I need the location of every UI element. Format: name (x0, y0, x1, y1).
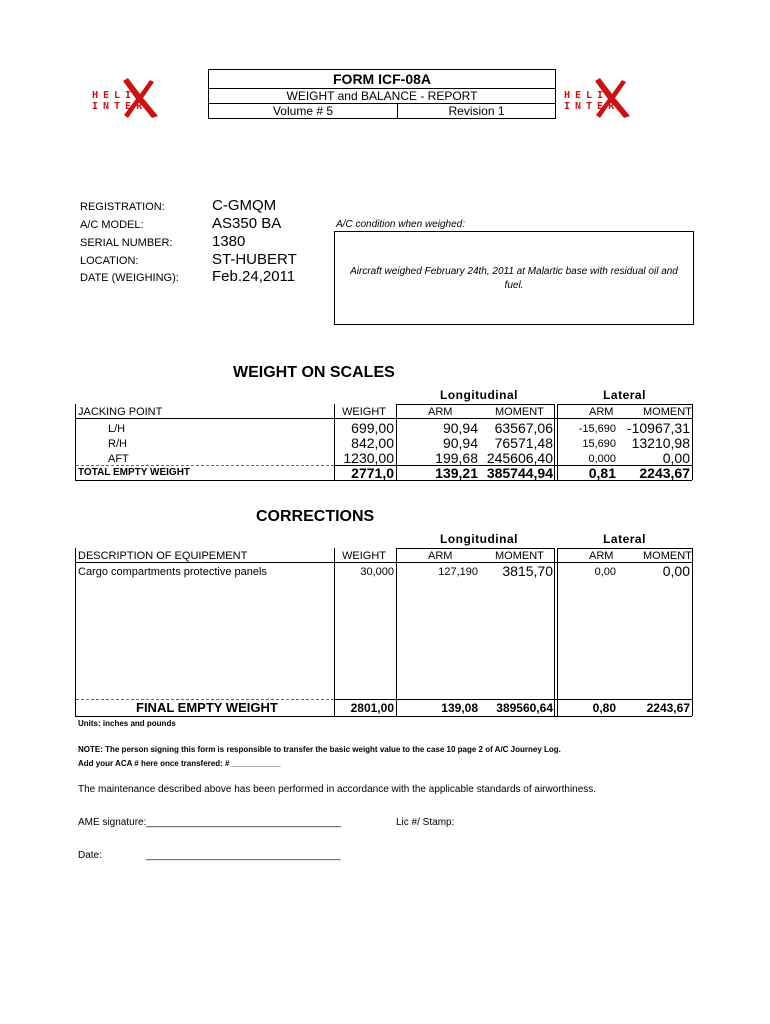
total-lat-moment: 2243,67 (639, 465, 690, 481)
corrections-longitudinal-header: Longitudinal (440, 532, 518, 546)
volume-number: Volume # 5 (209, 103, 398, 119)
final-lat-moment: 2243,67 (646, 701, 690, 715)
date-sign-field[interactable]: ___________________________________ (146, 850, 341, 861)
scales-title: WEIGHT ON SCALES (233, 364, 395, 381)
model-label: A/C MODEL: (80, 219, 144, 231)
scales-row-rh-weight: 842,00 (351, 435, 394, 451)
scales-row-lh-lat-arm: -15,690 (578, 423, 616, 435)
aca-note: Add your ACA # here once transfered: # ___________ (78, 759, 281, 768)
corr-col-arm: ARM (428, 550, 453, 562)
logo-right-text: HELI INTER (564, 90, 620, 112)
scales-row-rh-lat-moment: 13210,98 (631, 435, 690, 451)
col-description: DESCRIPTION OF EQUIPEMENT (78, 550, 248, 562)
col-lat-arm: ARM (589, 406, 614, 418)
scales-row-lh-lat-moment: -10967,31 (626, 420, 690, 436)
scales-row-rh-point: R/H (108, 438, 127, 450)
scales-row-lh-moment: 63567,06 (494, 420, 553, 436)
condition-box (334, 231, 694, 325)
corr-col-weight: WEIGHT (342, 550, 386, 562)
final-lat-arm: 0,80 (592, 701, 616, 715)
corr-row-lat-moment: 0,00 (662, 563, 690, 579)
final-weight: 2801,00 (350, 701, 394, 715)
corr-col-lat-arm: ARM (589, 550, 614, 562)
scales-row-aft-arm: 199,68 (435, 450, 478, 466)
form-header (208, 69, 556, 119)
registration-label: REGISTRATION: (80, 201, 165, 213)
condition-text: Aircraft weighed February 24th, 2011 at Malartic base with residual oil and fuel. (350, 266, 678, 291)
scales-row-aft-moment: 245606,40 (486, 450, 553, 466)
serial-label: SERIAL NUMBER: (80, 237, 173, 249)
corr-row-description: Cargo compartments protective panels (78, 566, 267, 578)
scales-row-rh-moment: 76571,48 (494, 435, 553, 451)
heli-inter-logo-right (560, 70, 670, 130)
col-jacking-point: JACKING POINT (78, 406, 163, 418)
location-value: ST-HUBERT (212, 251, 297, 268)
revision-number: Revision 1 (398, 103, 555, 119)
units-note: Units: inches and pounds (78, 719, 176, 728)
serial-value: 1380 (212, 233, 246, 250)
model-value: AS350 BA (212, 215, 282, 232)
logo-left-text: HELI INTER (92, 90, 148, 112)
corr-row-weight: 30,000 (360, 566, 394, 578)
corr-row-arm: 127,190 (438, 566, 478, 578)
scales-row-aft-lat-arm: 0,000 (588, 453, 616, 465)
scales-row-lh-arm: 90,94 (442, 420, 478, 436)
transfer-note: NOTE: The person signing this form is responsible to transfer the basic weight value to the case 10 page 2 of A/C Journey Log. (78, 745, 561, 754)
corrections-title: CORRECTIONS (256, 508, 375, 525)
total-arm: 139,21 (435, 465, 478, 481)
date-label: DATE (WEIGHING): (80, 272, 179, 284)
scales-row-aft-weight: 1230,00 (343, 450, 394, 466)
corrections-lateral-header: Lateral (603, 532, 646, 546)
scales-row-lh-point: L/H (108, 423, 126, 435)
scales-longitudinal-header: Longitudinal (440, 388, 518, 402)
final-arm: 139,08 (441, 701, 478, 715)
total-empty-weight-label: TOTAL EMPTY WEIGHT (78, 467, 191, 478)
location-label: LOCATION: (80, 255, 139, 267)
col-weight: WEIGHT (342, 406, 386, 418)
corr-row-moment: 3815,70 (502, 563, 553, 579)
scales-row-rh-lat-arm: 15,690 (582, 438, 616, 450)
final-empty-weight-label: FINAL EMPTY WEIGHT (136, 700, 278, 715)
form-subtitle: WEIGHT and BALANCE - REPORT (286, 89, 478, 103)
form-title: FORM ICF-08A (209, 70, 555, 89)
ame-signature-field[interactable]: AME signature:___________________________________ (78, 817, 342, 828)
scales-row-aft-point: AFT (108, 453, 129, 465)
total-lat-arm: 0,81 (588, 465, 616, 481)
col-moment: MOMENT (495, 406, 544, 418)
date-value: Feb.24,2011 (212, 268, 296, 285)
col-lat-moment: MOMENT (643, 406, 692, 418)
scales-row-rh-arm: 90,94 (442, 435, 478, 451)
registration-value: C-GMQM (212, 197, 277, 214)
total-weight: 2771,0 (351, 465, 394, 481)
license-stamp-label: Lic #/ Stamp: (396, 817, 455, 828)
scales-row-aft-lat-moment: 0,00 (662, 450, 690, 466)
final-moment: 389560,64 (496, 701, 553, 715)
date-sign-label: Date: (78, 850, 102, 861)
corr-col-moment: MOMENT (495, 550, 544, 562)
total-moment: 385744,94 (486, 465, 553, 481)
corr-row-lat-arm: 0,00 (594, 566, 616, 578)
col-arm: ARM (428, 406, 453, 418)
airworthiness-statement: The maintenance described above has been performed in accordance with the applicable standards of airworthiness. (78, 784, 597, 795)
corr-col-lat-moment: MOMENT (643, 550, 692, 562)
scales-row-lh-weight: 699,00 (351, 420, 394, 436)
condition-label: A/C condition when weighed: (336, 219, 465, 230)
scales-lateral-header: Lateral (603, 388, 646, 402)
heli-inter-logo-left (88, 70, 198, 130)
